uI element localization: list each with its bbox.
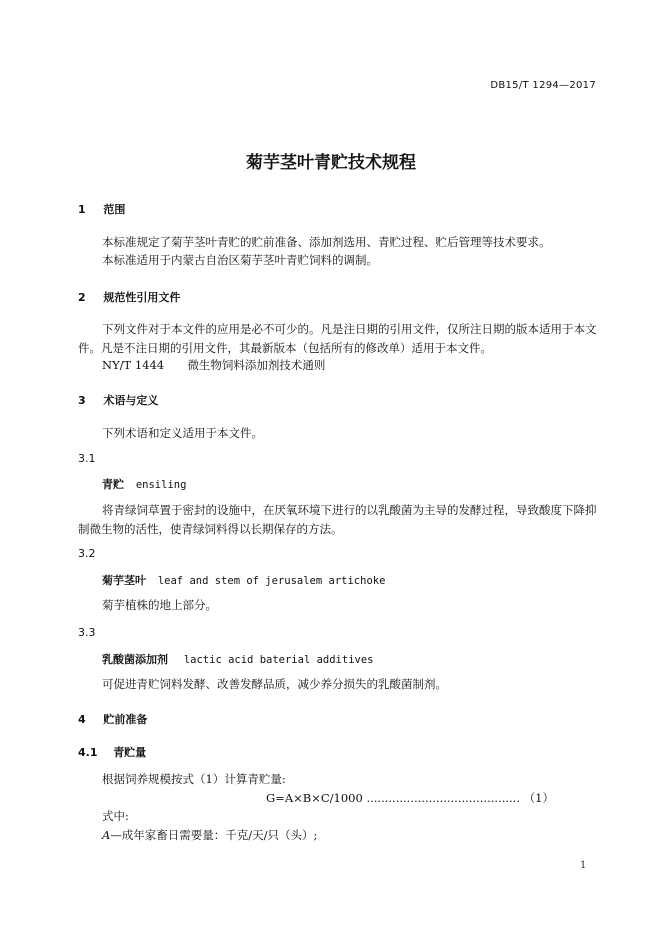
- term-definition: 可促进青贮饲料发酵、改善发酵品质，减少养分损失的乳酸菌制剂。: [102, 677, 447, 691]
- term-heading: [102, 651, 374, 667]
- reference-code: NY/T 1444: [102, 358, 165, 372]
- term-heading: [102, 476, 186, 492]
- variable-definition: [102, 827, 317, 843]
- section-heading-scope: [78, 201, 125, 217]
- term-number: 3.2: [78, 547, 96, 560]
- section-heading-terms: [78, 392, 158, 408]
- page-number: 1: [580, 860, 587, 871]
- section-number: 4: [78, 713, 86, 726]
- where-label: 式中:: [102, 809, 129, 823]
- variable-symbol: A: [102, 828, 111, 842]
- term-en: leaf and stem of jerusalem artichoke: [157, 575, 386, 587]
- subsection-title: 青贮量: [113, 746, 147, 759]
- section-heading-references: [78, 289, 180, 305]
- term-definition: 菊芋植株的地上部分。: [102, 598, 217, 612]
- term-en: lactic acid baterial additives: [183, 654, 374, 666]
- section-number: 2: [78, 291, 86, 304]
- term-heading: [102, 572, 385, 588]
- section-title: 规范性引用文件: [103, 291, 181, 304]
- references-paragraph: 下列文件对于本文件的应用是必不可少的。凡是注日期的引用文件，仅所注日期的版本适用于本文件。凡是不注日期的引用文件，其最新版本（包括所有的修改单）适用于本文件。: [78, 322, 597, 355]
- scope-paragraph-2: 本标准适用于内蒙古自治区菊芋茎叶青贮饲料的调制。: [102, 253, 378, 267]
- terms-intro: 下列术语和定义适用于本文件。: [102, 426, 263, 440]
- variable-description: —成年家畜日需要量：千克/天/只（头）;: [110, 828, 318, 842]
- term-zh: 乳酸菌添加剂: [102, 653, 168, 666]
- formula-intro: 根据饲养规模按式（1）计算青贮量:: [102, 772, 286, 786]
- subsection-heading: [78, 744, 146, 760]
- section-number: 3: [78, 394, 86, 407]
- formula-leader-dots: ..........................................: [366, 791, 520, 805]
- section-number: 1: [78, 203, 86, 216]
- term-zh: 菊芋茎叶: [102, 574, 146, 587]
- subsection-number: 4.1: [78, 746, 98, 759]
- formula-number: （1）: [523, 791, 554, 805]
- term-zh: 青贮: [102, 478, 124, 491]
- section-title: 贮前准备: [103, 713, 148, 726]
- reference-entry: [102, 357, 325, 373]
- term-definition: 将青绿饲草置于密封的设施中，在厌氧环境下进行的以乳酸菌为主导的发酵过程，导致酸度下降抑制微生物的活性，使青绿饲料得以长期保存的方法。: [78, 503, 597, 536]
- term-number: 3.3: [78, 626, 96, 639]
- reference-title: 微生物饲料添加剂技术通则: [187, 358, 326, 372]
- term-number: 3.1: [78, 452, 96, 465]
- section-title: 术语与定义: [103, 394, 159, 407]
- formula: G=A×B×C/1000: [266, 791, 363, 805]
- page-title: 菊芋茎叶青贮技术规程: [246, 153, 416, 173]
- scope-paragraph-1: 本标准规定了菊芋茎叶青贮的贮前准备、添加剂选用、青贮过程、贮后管理等技术要求。: [102, 235, 551, 249]
- formula-line: [266, 790, 554, 806]
- section-heading-preparation: [78, 711, 147, 727]
- section-title: 范围: [103, 203, 126, 216]
- document-code: DB15/T 1294—2017: [490, 80, 596, 91]
- term-en: ensiling: [135, 479, 187, 491]
